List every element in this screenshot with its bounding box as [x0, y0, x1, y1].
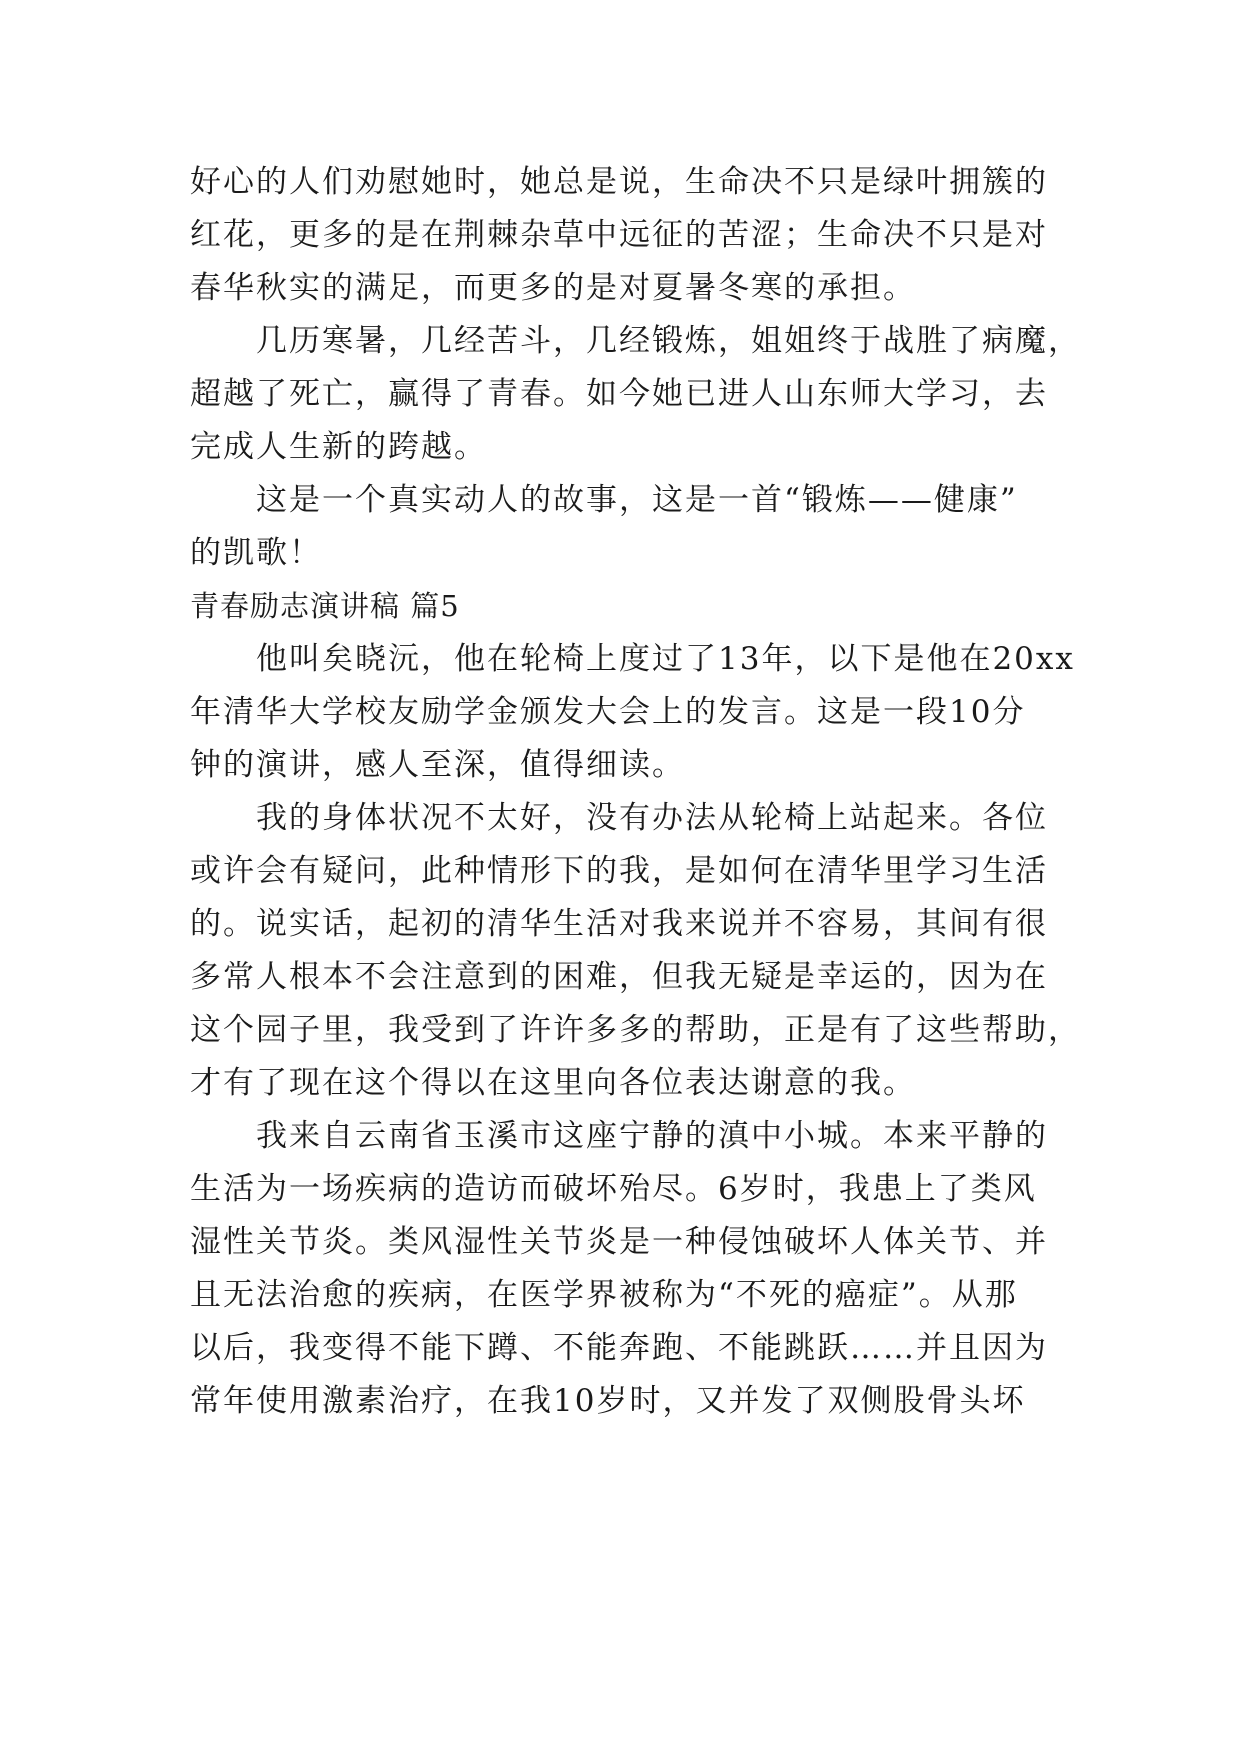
- text-line: 几历寒暑，几经苦斗，几经锻炼，姐姐终于战胜了病魔，: [190, 323, 1081, 359]
- text-line: 红花，更多的是在荆棘杂草中远征的苦涩；生命决不只是对: [190, 217, 1048, 253]
- paragraph-3: [190, 474, 1055, 580]
- text-line: 钟的演讲，感人至深，值得细读。: [190, 747, 685, 783]
- text-line: 多常人根本不会注意到的困难，但我无疑是幸运的，因为在: [190, 959, 1048, 995]
- text-line: 才有了现在这个得以在这里向各位表达谢意的我。: [190, 1065, 916, 1101]
- text-line: 好心的人们劝慰她时，她总是说，生命决不只是绿叶拥簇的: [190, 164, 1048, 200]
- text-line: 且无法治愈的疾病，在医学界被称为“不死的癌症”。从那: [190, 1277, 1018, 1313]
- text-line: 的。说实话，起初的清华生活对我来说并不容易，其间有很: [190, 906, 1048, 942]
- text-line: 我来自云南省玉溪市这座宁静的滇中小城。本来平静的: [190, 1118, 1048, 1154]
- text-line: 这是一个真实动人的故事，这是一首“锻炼——健康”: [190, 482, 1018, 518]
- text-line: 湿性关节炎。类风湿性关节炎是一种侵蚀破坏人体关节、并: [190, 1224, 1048, 1260]
- text-line: 完成人生新的跨越。: [190, 429, 487, 465]
- text-line: 春华秋实的满足，而更多的是对夏暑冬寒的承担。: [190, 270, 916, 306]
- text-line: 的凯歌！: [190, 535, 322, 571]
- text-line: 生活为一场疾病的造访而破坏殆尽。6岁时，我患上了类风: [190, 1171, 1037, 1207]
- text-line: 以后，我变得不能下蹲、不能奔跑、不能跳跃……并且因为: [190, 1330, 1048, 1366]
- paragraph-1: [190, 156, 1055, 315]
- paragraph-2: [190, 315, 1081, 474]
- text-line: 我的身体状况不太好，没有办法从轮椅上站起来。各位: [190, 800, 1048, 836]
- paragraph-6: [190, 1110, 1055, 1428]
- text-line: 年清华大学校友励学金颁发大会上的发言。这是一段10分: [190, 694, 1026, 730]
- text-line: 或许会有疑问，此种情形下的我，是如何在清华里学习生活: [190, 853, 1048, 889]
- text-line: 他叫矣晓沅，他在轮椅上度过了13年，以下是他在20xx: [190, 641, 1075, 677]
- text-line: 常年使用激素治疗，在我10岁时，又并发了双侧股骨头坏: [190, 1383, 1026, 1419]
- text-line: 这个园子里，我受到了许许多多的帮助，正是有了这些帮助，: [190, 1012, 1081, 1048]
- section-heading: 青春励志演讲稿 篇5: [190, 589, 460, 623]
- paragraph-4: [190, 633, 1075, 792]
- text-line: 超越了死亡，赢得了青春。如今她已进人山东师大学习，去: [190, 376, 1048, 412]
- document-body: [190, 156, 1081, 1428]
- paragraph-5: [190, 792, 1081, 1110]
